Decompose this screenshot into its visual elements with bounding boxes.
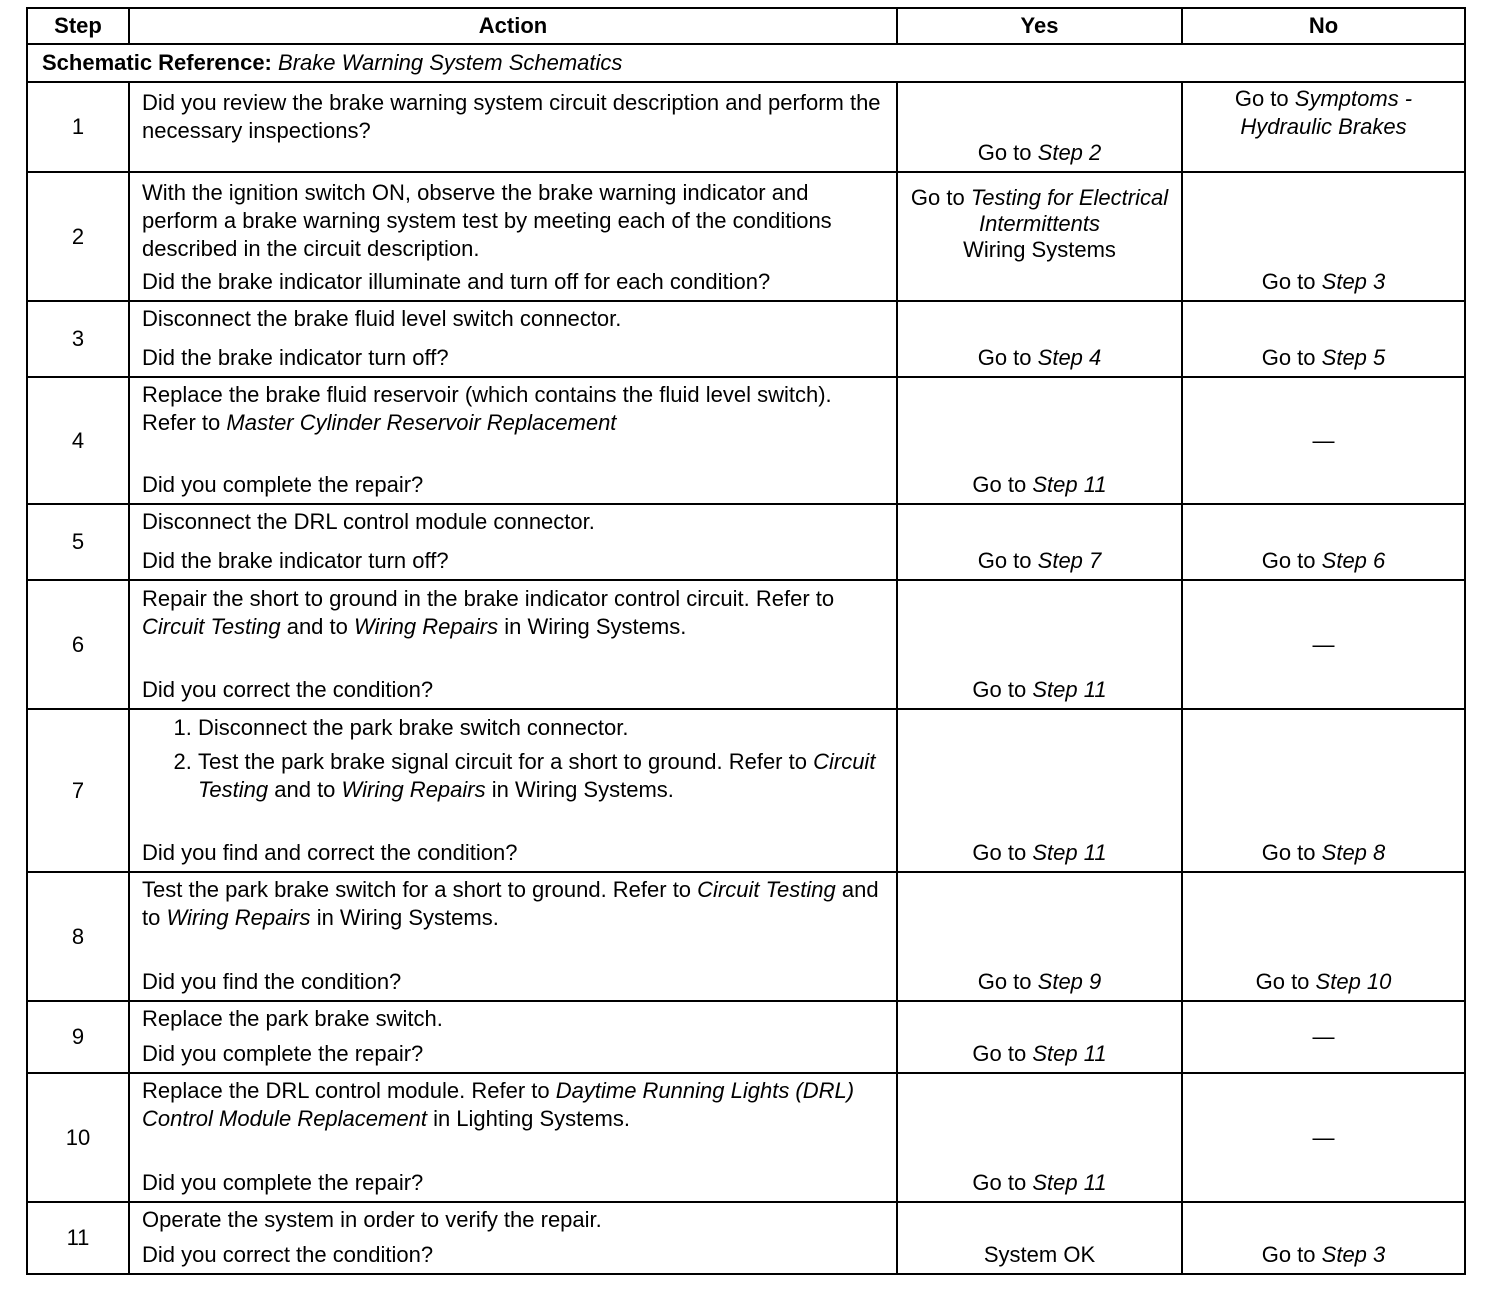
table-row bbox=[27, 1001, 1465, 1073]
yes-suffix: Wiring Systems bbox=[963, 237, 1116, 262]
yes-cell bbox=[897, 301, 1182, 377]
action-link-circuit-testing[interactable]: Circuit Testing bbox=[198, 749, 876, 802]
table-row bbox=[27, 580, 1465, 709]
yes-result bbox=[898, 547, 1181, 575]
step-number: 5 bbox=[27, 504, 129, 580]
yes-prefix: Go to bbox=[972, 1170, 1027, 1195]
action-link-circuit-testing[interactable]: Circuit Testing bbox=[697, 877, 836, 902]
yes-link[interactable]: Step 7 bbox=[1037, 548, 1102, 573]
action-text-mid: and to bbox=[286, 614, 348, 639]
no-link[interactable]: Step 3 bbox=[1321, 1242, 1386, 1267]
action-text: With the ignition switch ON, observe the brake warning indicator and perform a brake warning system test by meeting each of the conditions described in the circuit description. bbox=[142, 180, 832, 261]
action-link-wiring-repairs[interactable]: Wiring Repairs bbox=[354, 614, 499, 639]
action-cell bbox=[129, 82, 897, 172]
no-cell bbox=[1182, 872, 1465, 1001]
yes-cell bbox=[897, 1073, 1182, 1202]
yes-prefix: Go to bbox=[972, 1041, 1027, 1066]
no-cell bbox=[1182, 1073, 1465, 1202]
action-question: Did you correct the condition? bbox=[142, 1242, 434, 1267]
no-result: — bbox=[1312, 1124, 1335, 1150]
no-link[interactable]: Step 5 bbox=[1321, 345, 1386, 370]
yes-cell bbox=[897, 872, 1182, 1001]
yes-cell bbox=[897, 709, 1182, 872]
yes-prefix: Go to bbox=[977, 345, 1032, 370]
no-cell bbox=[1182, 504, 1465, 580]
table-row bbox=[27, 1073, 1465, 1202]
action-question: Did you find and correct the condition? bbox=[142, 840, 518, 865]
no-prefix: Go to bbox=[1255, 969, 1310, 994]
schematic-reference-row bbox=[27, 44, 1465, 82]
action-cell bbox=[129, 1073, 897, 1202]
no-cell bbox=[1182, 1001, 1465, 1073]
no-result bbox=[1183, 547, 1464, 575]
no-result bbox=[1183, 344, 1464, 372]
table-row bbox=[27, 301, 1465, 377]
yes-prefix: Go to bbox=[972, 472, 1027, 497]
yes-result bbox=[898, 968, 1181, 996]
no-cell bbox=[1182, 172, 1465, 301]
action-cell bbox=[129, 709, 897, 872]
yes-link[interactable]: Step 11 bbox=[1032, 472, 1107, 497]
action-cell bbox=[129, 172, 897, 301]
action-link[interactable]: Master Cylinder Reservoir Replacement bbox=[226, 410, 617, 435]
yes-result bbox=[898, 344, 1181, 372]
action-text-part: Test the park brake signal circuit for a short to ground. Refer to bbox=[198, 749, 807, 774]
step-number: 3 bbox=[27, 301, 129, 377]
table-row bbox=[27, 709, 1465, 872]
yes-result bbox=[898, 1169, 1181, 1197]
action-text: Disconnect the DRL control module connector. bbox=[142, 509, 595, 534]
no-cell bbox=[1182, 580, 1465, 709]
no-prefix: Go to bbox=[1261, 548, 1316, 573]
no-result bbox=[1183, 83, 1464, 141]
yes-prefix: Go to bbox=[972, 840, 1027, 865]
header-row bbox=[27, 8, 1465, 44]
action-question: Did the brake indicator illuminate and turn off for each condition? bbox=[142, 269, 771, 294]
no-link[interactable]: Symptoms - Hydraulic Brakes bbox=[1240, 86, 1413, 139]
action-cell bbox=[129, 504, 897, 580]
yes-cell bbox=[897, 580, 1182, 709]
yes-result: System OK bbox=[983, 1242, 1096, 1267]
action-question: Did you complete the repair? bbox=[142, 472, 424, 497]
action-text-end: in Wiring Systems. bbox=[491, 777, 674, 802]
table-row bbox=[27, 172, 1465, 301]
schematic-reference bbox=[27, 44, 1465, 82]
header-action: Action bbox=[129, 8, 897, 44]
no-prefix: Go to bbox=[1234, 86, 1289, 111]
no-cell bbox=[1182, 377, 1465, 504]
header-step: Step bbox=[27, 8, 129, 44]
yes-cell bbox=[897, 377, 1182, 504]
schematic-reference-label: Schematic Reference: bbox=[42, 50, 272, 75]
yes-link[interactable]: Step 11 bbox=[1032, 677, 1107, 702]
step-number: 7 bbox=[27, 709, 129, 872]
action-text: Replace the park brake switch. bbox=[142, 1006, 443, 1031]
no-prefix: Go to bbox=[1261, 840, 1316, 865]
action-question: Did the brake indicator turn off? bbox=[142, 345, 449, 370]
action-text-part: Repair the short to ground in the brake indicator control circuit. Refer to bbox=[142, 586, 835, 611]
action-text-end: in Lighting Systems. bbox=[433, 1106, 630, 1131]
no-prefix: Go to bbox=[1261, 1242, 1316, 1267]
action-text-mid: and to bbox=[142, 877, 879, 930]
table-row bbox=[27, 82, 1465, 172]
step-number: 10 bbox=[27, 1073, 129, 1202]
action-question: Did you find the condition? bbox=[142, 969, 402, 994]
action-cell bbox=[129, 377, 897, 504]
action-question: Did you complete the repair? bbox=[142, 1041, 424, 1066]
no-cell bbox=[1182, 301, 1465, 377]
step-number: 8 bbox=[27, 872, 129, 1001]
action-cell bbox=[129, 1001, 897, 1073]
no-result bbox=[1183, 968, 1464, 996]
no-result: — bbox=[1312, 427, 1335, 453]
yes-link[interactable]: Step 11 bbox=[1032, 1170, 1107, 1195]
table-row bbox=[27, 872, 1465, 1001]
action-text: Did you review the brake warning system circuit description and perform the necessary inspections? bbox=[142, 90, 881, 143]
no-prefix: Go to bbox=[1261, 269, 1316, 294]
yes-prefix: Go to bbox=[977, 969, 1032, 994]
action-text-part: Replace the brake fluid reservoir (which contains the fluid level switch). Refer to bbox=[142, 382, 832, 435]
yes-result bbox=[898, 676, 1181, 704]
table-row bbox=[27, 1202, 1465, 1274]
schematic-reference-link[interactable]: Brake Warning System Schematics bbox=[278, 50, 623, 75]
yes-result bbox=[898, 173, 1181, 263]
yes-prefix: Go to bbox=[977, 548, 1032, 573]
action-text: Disconnect the brake fluid level switch connector. bbox=[142, 306, 622, 331]
no-prefix: Go to bbox=[1261, 345, 1316, 370]
action-text-part: Replace the DRL control module. Refer to bbox=[142, 1078, 550, 1103]
action-list-item: 1. Disconnect the park brake switch connector. bbox=[198, 714, 886, 742]
action-link-wiring-repairs[interactable]: Wiring Repairs bbox=[341, 777, 486, 802]
action-text bbox=[142, 873, 886, 932]
action-link-wiring-repairs[interactable]: Wiring Repairs bbox=[166, 905, 311, 930]
action-cell bbox=[129, 301, 897, 377]
yes-result bbox=[898, 139, 1181, 167]
no-result: — bbox=[1312, 1024, 1335, 1049]
no-result: — bbox=[1312, 631, 1335, 657]
action-text bbox=[142, 581, 886, 641]
yes-prefix: Go to bbox=[977, 140, 1032, 165]
yes-result bbox=[898, 839, 1181, 867]
action-text-part: Test the park brake switch for a short to ground. Refer to bbox=[142, 877, 692, 902]
no-result bbox=[1183, 1241, 1464, 1269]
no-link[interactable]: Step 8 bbox=[1321, 840, 1386, 865]
action-link[interactable]: Daytime Running Lights (DRL) Control Module Replacement bbox=[142, 1078, 855, 1131]
yes-link[interactable]: Step 9 bbox=[1037, 969, 1102, 994]
yes-link[interactable]: Step 11 bbox=[1032, 1041, 1107, 1066]
action-list-item bbox=[198, 748, 886, 804]
step-number: 11 bbox=[27, 1202, 129, 1274]
yes-result bbox=[898, 1040, 1181, 1068]
action-question: Did you complete the repair? bbox=[142, 1170, 424, 1195]
yes-cell bbox=[897, 1001, 1182, 1073]
no-link[interactable]: Step 3 bbox=[1321, 269, 1386, 294]
yes-cell bbox=[897, 1202, 1182, 1274]
yes-link[interactable]: Step 11 bbox=[1032, 840, 1107, 865]
action-list bbox=[142, 710, 886, 804]
no-cell bbox=[1182, 709, 1465, 872]
yes-cell bbox=[897, 82, 1182, 172]
action-question: Did you correct the condition? bbox=[142, 677, 434, 702]
action-cell bbox=[129, 580, 897, 709]
step-number: 2 bbox=[27, 172, 129, 301]
yes-cell bbox=[897, 172, 1182, 301]
no-result bbox=[1183, 268, 1464, 296]
action-question: Did the brake indicator turn off? bbox=[142, 548, 449, 573]
action-cell bbox=[129, 872, 897, 1001]
yes-link[interactable]: Step 2 bbox=[1037, 140, 1102, 165]
action-link-circuit-testing[interactable]: Circuit Testing bbox=[142, 614, 281, 639]
action-cell bbox=[129, 1202, 897, 1274]
no-link[interactable]: Step 6 bbox=[1321, 548, 1386, 573]
action-text-end: in Wiring Systems. bbox=[504, 614, 687, 639]
action-text bbox=[142, 1074, 886, 1133]
step-number: 6 bbox=[27, 580, 129, 709]
action-text-end: in Wiring Systems. bbox=[316, 905, 499, 930]
header-yes: Yes bbox=[897, 8, 1182, 44]
step-number: 1 bbox=[27, 82, 129, 172]
action-text-mid: and to bbox=[274, 777, 336, 802]
action-text bbox=[142, 378, 886, 437]
diagnostic-table bbox=[26, 7, 1466, 1275]
header-no: No bbox=[1182, 8, 1465, 44]
yes-link[interactable]: Step 4 bbox=[1037, 345, 1102, 370]
yes-result bbox=[898, 471, 1181, 499]
yes-link[interactable]: Testing for Electrical Intermittents bbox=[970, 185, 1169, 236]
no-result bbox=[1183, 839, 1464, 867]
yes-cell bbox=[897, 504, 1182, 580]
no-cell bbox=[1182, 82, 1465, 172]
table-row bbox=[27, 504, 1465, 580]
table-row bbox=[27, 377, 1465, 504]
step-number: 9 bbox=[27, 1001, 129, 1073]
step-number: 4 bbox=[27, 377, 129, 504]
action-text: Operate the system in order to verify the repair. bbox=[142, 1207, 602, 1232]
yes-prefix: Go to bbox=[972, 677, 1027, 702]
no-cell bbox=[1182, 1202, 1465, 1274]
no-link[interactable]: Step 10 bbox=[1315, 969, 1392, 994]
yes-prefix: Go to bbox=[910, 185, 965, 210]
